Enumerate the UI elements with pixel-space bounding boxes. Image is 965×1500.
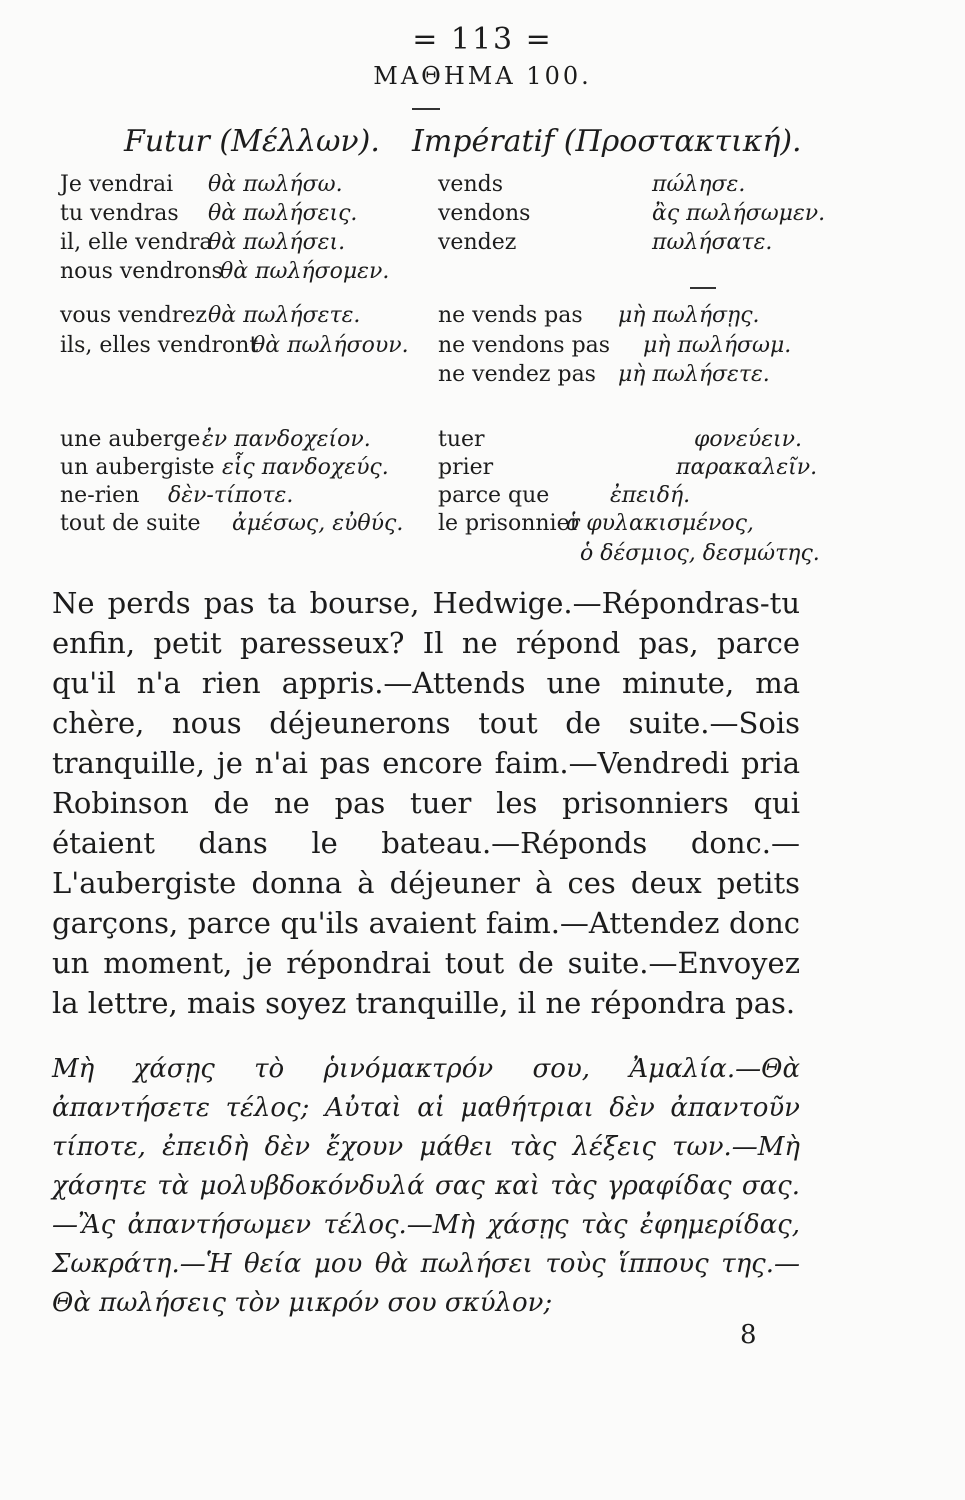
signature-mark: 8 [740, 1320, 757, 1350]
future-gr: θὰ πωλήσω. [208, 172, 343, 197]
vocab-row [438, 483, 691, 509]
future-gr: θὰ πωλήσει. [208, 230, 346, 255]
future-fr: Je vendrai [60, 172, 174, 197]
imperative-row [438, 303, 760, 329]
vocab-fr: parce que [438, 483, 550, 508]
imperative-fr: ne vendez pas [438, 362, 596, 387]
future-gr: θὰ πωλήσετε. [208, 303, 361, 328]
imperative-gr: μὴ πωλήσῃς. [618, 303, 760, 328]
vocab-row [438, 511, 754, 537]
imperative-fr: vendez [438, 230, 517, 255]
imperative-gr: ἂς πωλήσωμεν. [652, 201, 826, 226]
future-gr: θὰ πωλήσουν. [252, 333, 409, 358]
vocab-fr: tuer [438, 427, 485, 452]
future-row [60, 201, 358, 227]
french-exercise: Ne perds pas ta bourse, Hedwige.—Répondras-tu enfin, petit paresseux? Il ne répond pas, parce qu'il n'a rien appris.—Attends une minute, ma chère, nous déjeunerons tout de suite.—Sois tranquille, je n'ai pas encore faim.—Vendredi pria Robinson de ne pas tuer les prisonniers qui étaient dans le bateau.—Réponds donc.—L'aubergiste donna à déjeuner à ces deux petits garçons, parce qu'ils avaient faim.—Attendez donc un moment, je répondrai tout de suite.—Envoyez la lettre, mais soyez tranquille, il ne répondra pas. [52, 586, 800, 1020]
future-row [60, 303, 361, 329]
future-heading: Futur (Μέλλων). [124, 124, 380, 159]
future-row [60, 333, 409, 359]
vocab-fr: une auberge [60, 427, 201, 452]
vocab-row [60, 483, 294, 509]
vocab-gr: ἐν πανδοχείον. [202, 427, 371, 452]
imperative-gr: πωλήσατε. [652, 230, 773, 255]
vocab-gr: ὁ δέσμιος, δεσμώτης. [580, 541, 820, 566]
vocab-row [60, 427, 371, 453]
greek-exercise: Μὴ χάσῃς τὸ ῥινόμακτρόν σου, Ἀμαλία.—Θὰ ἀπαντήσετε τέλος; Αὐταὶ αἱ μαθήτριαι δὲν ἀπαντοῦν τίποτε, ἐπειδὴ δὲν ἔχουν μάθει τὰς λέξεις των.—Μὴ χάσητε τὰ μολυβδοκόνδυλά σας καὶ τὰς γραφίδας σας.—Ἂς ἀπαντήσωμεν τέλος.—Μὴ χάσῃς τὰς ἐφημερίδας, Σωκράτη.—Ἡ θεία μου θὰ πωλήσει τοὺς ἵππους της.—Θὰ πωλήσεις τὸν μικρόν σου σκύλον; [52, 1054, 800, 1318]
imperative-row [438, 230, 773, 256]
imperative-row [438, 333, 792, 359]
imperative-fr: ne vends pas [438, 303, 583, 328]
vocab-fr: ne-rien [60, 483, 140, 508]
vocab-row [60, 511, 404, 537]
vocab-gr: ὁ φυλακισμένος, [566, 511, 754, 536]
imperative-gr: πώλησε. [652, 172, 746, 197]
vocab-fr: un aubergiste [60, 455, 215, 480]
vocab-row [60, 455, 389, 481]
future-fr: il, elle vendra [60, 230, 213, 255]
imperative-fr: ne vendons pas [438, 333, 611, 358]
imperative-heading: Impératif (Προστακτική). [412, 124, 802, 159]
title-rule [412, 108, 440, 110]
vocab-fr: tout de suite [60, 511, 201, 536]
vocab-gr: ἀμέσως, εὐθύς. [232, 511, 404, 536]
imperative-row [438, 201, 826, 227]
imperative-fr: vends [438, 172, 503, 197]
future-fr: nous vendrons [60, 259, 223, 284]
lesson-title: ΜΑΘΗΜΑ 100. [373, 62, 592, 90]
page-number: = 113 = [412, 22, 553, 57]
imperative-row [438, 362, 770, 388]
future-row [60, 259, 390, 285]
future-row [60, 172, 343, 198]
future-gr: θὰ πωλήσεις. [208, 201, 358, 226]
future-fr: tu vendras [60, 201, 179, 226]
vocab-fr: prier [438, 455, 494, 480]
future-row [60, 230, 346, 256]
future-fr: ils, elles vendront [60, 333, 259, 358]
imperative-fr: vendons [438, 201, 531, 226]
vocab-gr: φονεύειν. [694, 427, 803, 452]
future-gr: θὰ πωλήσομεν. [220, 259, 390, 284]
vocab-row [438, 455, 818, 481]
vocab-fr: le prisonnier [438, 511, 581, 536]
vocab-gr: εἷς πανδοχεύς. [222, 455, 389, 480]
imperative-gr: μὴ πωλήσωμ. [643, 333, 792, 358]
vocab-gr: ἐπειδή. [610, 483, 691, 508]
separator-dash [690, 287, 716, 289]
vocab-row [438, 427, 803, 453]
vocab-gr: παρακαλεῖν. [676, 455, 818, 480]
vocab-gr: δὲν-τίποτε. [168, 483, 294, 508]
future-fr: vous vendrez [60, 303, 207, 328]
imperative-gr: μὴ πωλήσετε. [618, 362, 770, 387]
imperative-row [438, 172, 746, 198]
